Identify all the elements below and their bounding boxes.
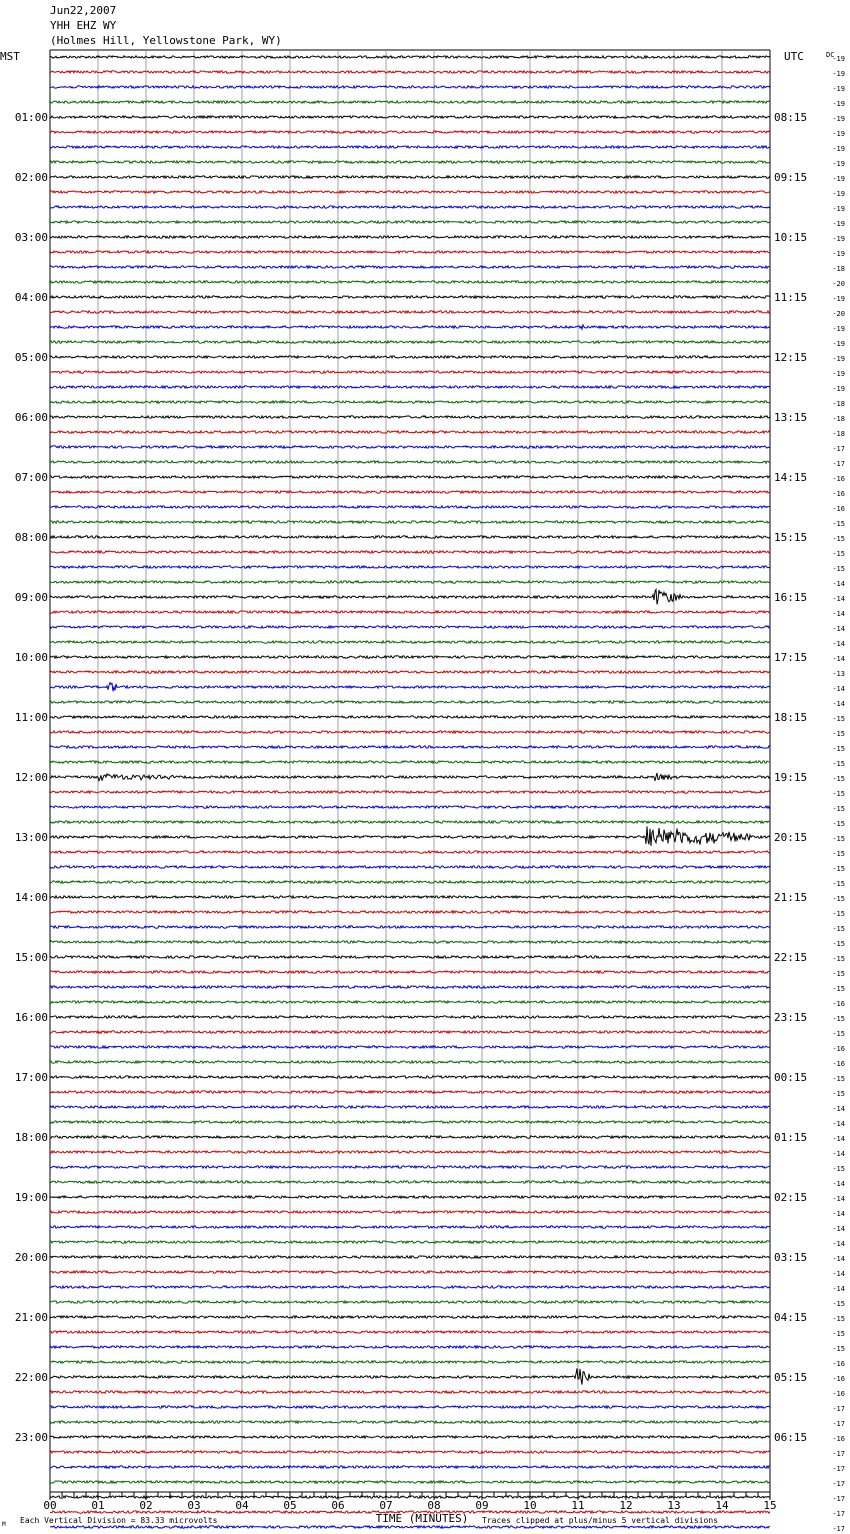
dc-offset-label: -17 — [832, 1480, 845, 1488]
dc-offset-label: -14 — [832, 1180, 845, 1188]
dc-offset-label: -15 — [832, 775, 845, 783]
dc-offset-label: -15 — [832, 970, 845, 978]
trace-line — [50, 1301, 770, 1303]
dc-offset-label: -19 — [832, 190, 845, 198]
dc-offset-label: -19 — [832, 130, 845, 138]
hour-label-utc: 18:15 — [774, 711, 808, 724]
hour-label-utc: 09:15 — [774, 171, 808, 184]
hour-label-utc: 11:15 — [774, 291, 808, 304]
trace-line — [50, 1271, 770, 1273]
hour-label-mst: 13:00 — [14, 831, 48, 844]
trace-line — [50, 161, 770, 163]
trace-line — [50, 311, 770, 313]
trace-line — [50, 881, 770, 883]
trace-line — [50, 206, 770, 208]
dc-offset-label: -19 — [832, 340, 845, 348]
trace-line — [50, 656, 770, 658]
dc-offset-label: -15 — [832, 1300, 845, 1308]
dc-offset-label: -19 — [832, 70, 845, 78]
trace-line — [50, 1451, 770, 1453]
hour-label-utc: 23:15 — [774, 1011, 808, 1024]
dc-offset-label: -15 — [832, 730, 845, 738]
trace-line — [50, 761, 770, 763]
x-tick-label: 15 — [763, 1499, 777, 1512]
trace-line — [50, 971, 770, 973]
trace-line — [50, 1031, 770, 1033]
hour-label-mst: 09:00 — [14, 591, 48, 604]
dc-offset-label: -14 — [832, 610, 845, 618]
dc-offset-label: -17 — [832, 1495, 845, 1503]
dc-offset-label: -15 — [832, 985, 845, 993]
trace-line — [50, 551, 770, 553]
hour-label-utc: 21:15 — [774, 891, 808, 904]
trace-line — [50, 56, 770, 58]
x-tick-label: 05 — [283, 1499, 297, 1512]
trace-line — [50, 701, 770, 703]
trace-line — [50, 401, 770, 403]
dc-offset-label: -15 — [832, 760, 845, 768]
x-tick-label: 13 — [667, 1499, 681, 1512]
trace-line — [50, 1256, 770, 1258]
trace-line — [50, 866, 770, 868]
trace-line — [50, 826, 770, 845]
dc-offset-label: -15 — [832, 565, 845, 573]
hour-label-utc: 12:15 — [774, 351, 808, 364]
trace-line — [50, 1106, 770, 1108]
hour-label-utc: 08:15 — [774, 111, 808, 124]
left-timezone-label: MST — [0, 50, 20, 63]
dc-offset-label: -14 — [832, 1240, 845, 1248]
dc-offset-label: -15 — [832, 520, 845, 528]
dc-offset-label: -17 — [832, 1510, 845, 1518]
dc-offset-label: -14 — [832, 1285, 845, 1293]
dc-offset-label: -16 — [832, 1390, 845, 1398]
x-tick-label: 08 — [427, 1499, 441, 1512]
trace-line — [50, 683, 770, 692]
dc-offset-label: -15 — [832, 955, 845, 963]
dc-offset-label: -13 — [832, 670, 845, 678]
hour-label-mst: 10:00 — [14, 651, 48, 664]
trace-line — [50, 1211, 770, 1213]
hour-label-mst: 21:00 — [14, 1311, 48, 1324]
dc-offset-label: -14 — [832, 1120, 845, 1128]
trace-line — [50, 1091, 770, 1093]
hour-label-utc: 19:15 — [774, 771, 808, 784]
scale-note: Each Vertical Division = 83.33 microvolts — [20, 1516, 218, 1525]
trace-line — [50, 926, 770, 928]
trace-line — [50, 746, 770, 748]
x-tick-label: 01 — [91, 1499, 105, 1512]
hour-label-mst: 15:00 — [14, 951, 48, 964]
x-tick-label: 02 — [139, 1499, 153, 1512]
trace-line — [50, 71, 770, 73]
dc-offset-label: -19 — [832, 205, 845, 213]
dc-offset-label: -15 — [832, 1030, 845, 1038]
trace-line — [50, 1001, 770, 1003]
hour-label-utc: 17:15 — [774, 651, 808, 664]
trace-line — [50, 491, 770, 493]
hour-label-mst: 20:00 — [14, 1251, 48, 1264]
trace-line — [50, 1046, 770, 1048]
dc-offset-label: -15 — [832, 535, 845, 543]
dc-offset-label: -15 — [832, 910, 845, 918]
trace-line — [50, 1241, 770, 1243]
dc-offset-label: -15 — [832, 850, 845, 858]
trace-line — [50, 416, 770, 418]
dc-offset-label: -16 — [832, 505, 845, 513]
trace-line — [50, 896, 770, 898]
dc-offset-label: -14 — [832, 640, 845, 648]
x-tick-label: 04 — [235, 1499, 249, 1512]
trace-line — [50, 325, 770, 329]
trace-line — [50, 806, 770, 808]
dc-offset-label: -19 — [832, 325, 845, 333]
dc-offset-label: -15 — [832, 865, 845, 873]
trace-line — [50, 1181, 770, 1183]
dc-offset-label: -16 — [832, 1045, 845, 1053]
dc-offset-label: -16 — [832, 1060, 845, 1068]
dc-offset-label: -19 — [832, 295, 845, 303]
right-timezone-label: UTC — [784, 50, 804, 63]
dc-offset-label: -19 — [832, 100, 845, 108]
hour-label-mst: 08:00 — [14, 531, 48, 544]
trace-line — [50, 356, 770, 358]
dc-offset-label: -15 — [832, 715, 845, 723]
hour-label-mst: 07:00 — [14, 471, 48, 484]
dc-offset-label: -15 — [832, 1090, 845, 1098]
dc-offset-label: -19 — [832, 85, 845, 93]
hour-label-mst: 03:00 — [14, 231, 48, 244]
trace-line — [50, 116, 770, 118]
dc-offset-label: -19 — [832, 115, 845, 123]
hour-label-mst: 06:00 — [14, 411, 48, 424]
hour-label-mst: 17:00 — [14, 1071, 48, 1084]
trace-line — [50, 1196, 770, 1198]
hour-label-mst: 23:00 — [14, 1431, 48, 1444]
dc-offset-label: -15 — [832, 745, 845, 753]
hour-label-utc: 20:15 — [774, 831, 808, 844]
station-label: YHH EHZ WY — [50, 19, 117, 32]
trace-line — [50, 1368, 770, 1384]
x-tick-label: 12 — [619, 1499, 633, 1512]
trace-line — [50, 641, 770, 643]
hour-label-mst: 19:00 — [14, 1191, 48, 1204]
hour-label-mst: 14:00 — [14, 891, 48, 904]
trace-line — [50, 296, 770, 298]
trace-line — [50, 731, 770, 733]
dc-offset-label: -19 — [832, 385, 845, 393]
clip-note: Traces clipped at plus/minus 5 vertical divisions — [482, 1516, 719, 1525]
trace-line — [50, 1316, 770, 1318]
dc-offset-label: -19 — [832, 160, 845, 168]
dc-offset-label: -19 — [832, 235, 845, 243]
trace-line — [50, 131, 770, 133]
trace-line — [50, 611, 770, 613]
trace-line — [50, 566, 770, 568]
dc-offset-label: -17 — [832, 1465, 845, 1473]
dc-offset-label: -18 — [832, 430, 845, 438]
x-tick-label: 06 — [331, 1499, 345, 1512]
hour-label-utc: 22:15 — [774, 951, 808, 964]
trace-line — [50, 1061, 770, 1063]
dc-offset-label: -15 — [832, 805, 845, 813]
hour-label-utc: 01:15 — [774, 1131, 808, 1144]
dc-offset-label: -14 — [832, 1135, 845, 1143]
x-tick-label: 09 — [475, 1499, 489, 1512]
trace-line — [50, 1121, 770, 1123]
dc-offset-label: -14 — [832, 1270, 845, 1278]
dc-offset-label: -18 — [832, 400, 845, 408]
trace-line — [50, 941, 770, 943]
dc-offset-label: -15 — [832, 1015, 845, 1023]
hour-label-utc: 06:15 — [774, 1431, 808, 1444]
dc-label: DC — [826, 51, 835, 59]
dc-offset-label: -17 — [832, 445, 845, 453]
trace-line — [50, 851, 770, 853]
trace-line — [50, 521, 770, 523]
dc-offset-label: -14 — [832, 700, 845, 708]
trace-line — [50, 461, 770, 463]
dc-offset-label: -18 — [832, 265, 845, 273]
trace-line — [50, 1226, 770, 1228]
dc-offset-label: -17 — [832, 1525, 845, 1533]
dc-offset-label: -19 — [832, 145, 845, 153]
trace-line — [50, 101, 770, 103]
dc-offset-label: -19 — [832, 175, 845, 183]
hour-label-utc: 02:15 — [774, 1191, 808, 1204]
dc-offset-label: -15 — [832, 835, 845, 843]
trace-line — [50, 773, 770, 781]
dc-offset-label: -19 — [832, 250, 845, 258]
trace-line — [50, 221, 770, 223]
trace-line — [50, 1166, 770, 1168]
hour-label-mst: 16:00 — [14, 1011, 48, 1024]
dc-offset-label: -17 — [832, 460, 845, 468]
dc-offset-label: -16 — [832, 1375, 845, 1383]
dc-offset-label: -16 — [832, 1360, 845, 1368]
trace-line — [50, 386, 770, 388]
dc-offset-label: -14 — [832, 1105, 845, 1113]
dc-offset-label: -16 — [832, 490, 845, 498]
dc-offset-label: -20 — [832, 280, 845, 288]
dc-offset-label: -18 — [832, 415, 845, 423]
dc-offset-label: -15 — [832, 1345, 845, 1353]
trace-line — [50, 671, 770, 673]
trace-line — [50, 266, 770, 268]
trace-line — [50, 1151, 770, 1153]
hour-label-mst: 01:00 — [14, 111, 48, 124]
hour-label-mst: 04:00 — [14, 291, 48, 304]
dc-offset-label: -14 — [832, 685, 845, 693]
trace-line — [50, 791, 770, 793]
dc-offset-label: -15 — [832, 925, 845, 933]
trace-line — [50, 1466, 770, 1468]
trace-line — [50, 1526, 770, 1528]
trace-line — [50, 1391, 770, 1393]
trace-line — [50, 176, 770, 178]
dc-offset-label: -20 — [832, 310, 845, 318]
x-tick-label: 14 — [715, 1499, 729, 1512]
hour-label-utc: 13:15 — [774, 411, 808, 424]
dc-offset-label: -16 — [832, 475, 845, 483]
trace-line — [50, 590, 770, 605]
trace-line — [50, 821, 770, 823]
hour-label-mst: 12:00 — [14, 771, 48, 784]
location-label: (Holmes Hill, Yellowstone Park, WY) — [50, 34, 282, 47]
trace-line — [50, 626, 770, 628]
trace-line — [50, 581, 770, 583]
dc-offset-label: -15 — [832, 790, 845, 798]
trace-line — [50, 1421, 770, 1423]
dc-offset-label: -14 — [832, 1195, 845, 1203]
trace-line — [50, 536, 770, 538]
dc-offset-label: -15 — [832, 895, 845, 903]
trace-line — [50, 1406, 770, 1408]
dc-offset-label: -16 — [832, 1000, 845, 1008]
hour-label-mst: 02:00 — [14, 171, 48, 184]
dc-offset-label: -15 — [832, 1330, 845, 1338]
trace-line — [50, 1481, 770, 1483]
dc-offset-label: -15 — [832, 940, 845, 948]
dc-offset-label: -15 — [832, 880, 845, 888]
hour-label-utc: 03:15 — [774, 1251, 808, 1264]
hour-label-utc: 16:15 — [774, 591, 808, 604]
trace-line — [50, 191, 770, 193]
trace-line — [50, 716, 770, 718]
dc-offset-label: -15 — [832, 1315, 845, 1323]
trace-line — [50, 1076, 770, 1078]
dc-offset-label: -15 — [832, 1075, 845, 1083]
dc-offset-label: -14 — [832, 580, 845, 588]
dc-offset-label: -19 — [832, 220, 845, 228]
trace-line — [50, 431, 770, 433]
x-tick-label: 03 — [187, 1499, 201, 1512]
dc-offset-label: -19 — [832, 55, 845, 63]
trace-line — [50, 1286, 770, 1288]
hour-label-utc: 14:15 — [774, 471, 808, 484]
x-tick-label: 07 — [379, 1499, 393, 1512]
dc-offset-label: -14 — [832, 625, 845, 633]
trace-line — [50, 341, 770, 343]
dc-offset-label: -17 — [832, 1405, 845, 1413]
dc-offset-label: -16 — [832, 1435, 845, 1443]
trace-line — [50, 371, 770, 373]
dc-offset-label: -17 — [832, 1420, 845, 1428]
dc-offset-label: -15 — [832, 550, 845, 558]
dc-offset-label: -14 — [832, 1150, 845, 1158]
dc-offset-label: -14 — [832, 1225, 845, 1233]
dc-offset-label: -14 — [832, 655, 845, 663]
dc-offset-label: -14 — [832, 1255, 845, 1263]
trace-line — [50, 86, 770, 88]
hour-label-mst: 22:00 — [14, 1371, 48, 1384]
trace-line — [50, 281, 770, 283]
trace-line — [50, 506, 770, 508]
x-axis-title: TIME (MINUTES) — [375, 1512, 469, 1525]
trace-line — [50, 146, 770, 148]
hour-label-utc: 05:15 — [774, 1371, 808, 1384]
corner-mark: M — [2, 1521, 6, 1528]
trace-line — [50, 1331, 770, 1333]
x-tick-label: 10 — [523, 1499, 537, 1512]
trace-line — [50, 1436, 770, 1438]
trace-line — [50, 476, 770, 478]
trace-line — [50, 1346, 770, 1348]
hour-label-mst: 18:00 — [14, 1131, 48, 1144]
trace-line — [50, 1016, 770, 1018]
x-tick-label: 00 — [43, 1499, 57, 1512]
dc-offset-label: -14 — [832, 595, 845, 603]
dc-offset-label: -15 — [832, 1165, 845, 1173]
trace-line — [50, 1361, 770, 1363]
dc-offset-label: -19 — [832, 355, 845, 363]
trace-line — [50, 446, 770, 448]
hour-label-utc: 00:15 — [774, 1071, 808, 1084]
dc-offset-label: -14 — [832, 1210, 845, 1218]
trace-line — [50, 1136, 770, 1138]
dc-offset-label: -17 — [832, 1450, 845, 1458]
hour-label-mst: 05:00 — [14, 351, 48, 364]
hour-label-utc: 04:15 — [774, 1311, 808, 1324]
trace-line — [50, 251, 770, 253]
x-tick-label: 11 — [571, 1499, 585, 1512]
date-label: Jun22,2007 — [50, 4, 117, 17]
trace-line — [50, 236, 770, 238]
trace-line — [50, 911, 770, 913]
trace-line — [50, 986, 770, 988]
dc-offset-label: -19 — [832, 370, 845, 378]
hour-label-mst: 11:00 — [14, 711, 48, 724]
trace-line — [50, 956, 770, 958]
hour-label-utc: 10:15 — [774, 231, 808, 244]
hour-label-utc: 15:15 — [774, 531, 808, 544]
dc-offset-label: -15 — [832, 820, 845, 828]
